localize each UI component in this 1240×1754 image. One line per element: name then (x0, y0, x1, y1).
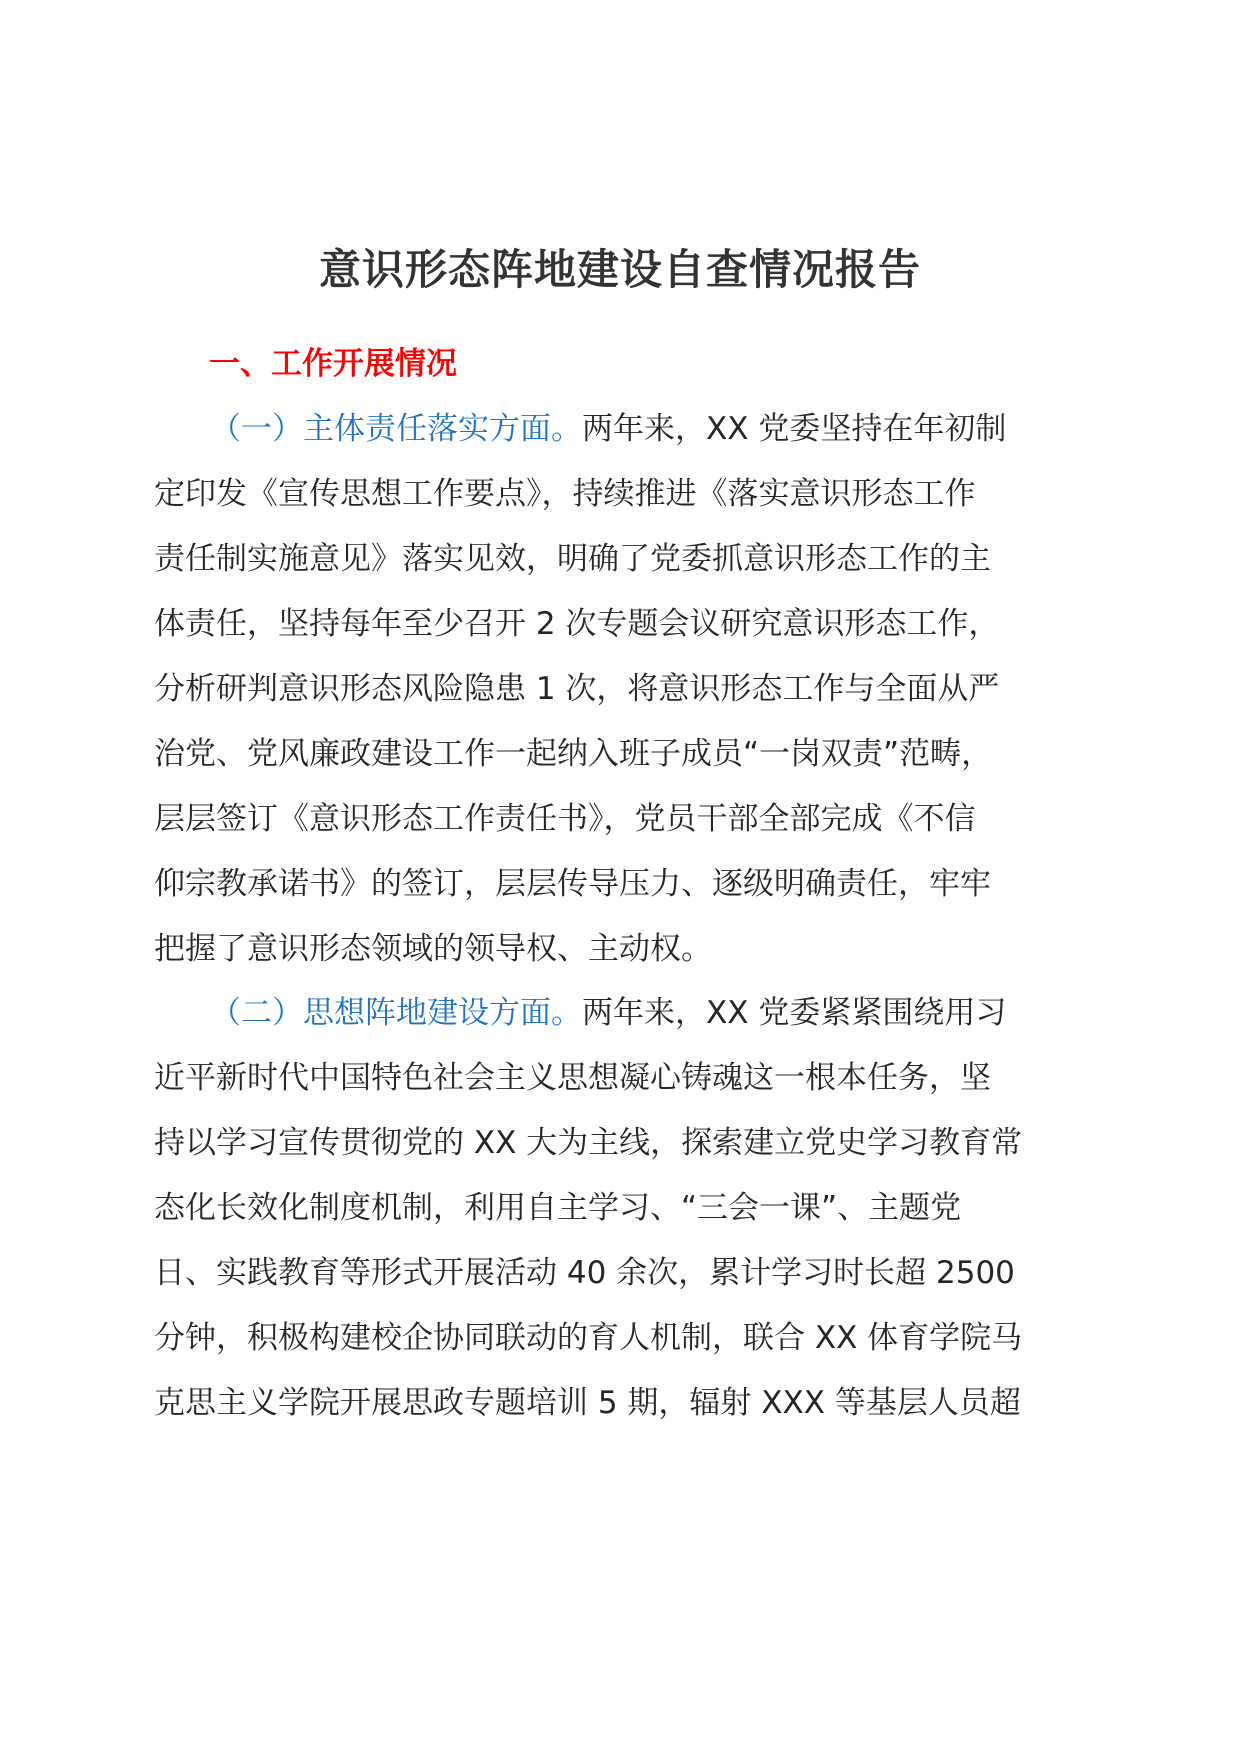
paragraph-line: 定印发《宣传思想工作要点》，持续推进《落实意识形态工作 (154, 476, 976, 512)
paragraph-subheading: （二）思想阵地建设方面。 (210, 995, 582, 1031)
paragraph-line: 分钟，积极构建校企协同联动的育人机制，联合 XX 体育学院马 (154, 1320, 1023, 1356)
paragraph-line: 分析研判意识形态风险隐患 1 次，将意识形态工作与全面从严 (154, 671, 1000, 707)
paragraph-subheading: （一）主体责任落实方面。 (210, 411, 582, 447)
paragraph-text: 两年来，XX 党委坚持在年初制 (582, 411, 1007, 447)
paragraph-line: 日、实践教育等形式开展活动 40 余次，累计学习时长超 2500 (154, 1255, 1015, 1291)
paragraph-line: 把握了意识形态领域的领导权、主动权。 (154, 931, 712, 967)
paragraph-main-responsibility (154, 397, 1094, 982)
paragraph-line: 层层签订《意识形态工作责任书》，党员干部全部完成《不信 (154, 801, 976, 837)
paragraph-line (154, 981, 1094, 1046)
paragraph-line: 责任制实施意见》落实见效，明确了党委抓意识形态工作的主 (154, 541, 991, 577)
section-heading: 一、工作开展情况 (209, 346, 457, 382)
document-title: 意识形态阵地建设自查情况报告 (318, 245, 921, 294)
paragraph-line: 仰宗教承诺书》的签订，层层传导压力、逐级明确责任，牢牢 (154, 866, 991, 902)
paragraph-text: 两年来，XX 党委紧紧围绕用习 (582, 995, 1007, 1031)
paragraph-line: 持以学习宣传贯彻党的 XX 大为主线，探索建立党史学习教育常 (154, 1125, 1023, 1161)
paragraph-line: 态化长效化制度机制，利用自主学习、“三会一课”、主题党 (154, 1190, 962, 1226)
paragraph-line: 治党、党风廉政建设工作一起纳入班子成员“一岗双责”范畴， (154, 736, 993, 772)
paragraph-line: 近平新时代中国特色社会主义思想凝心铸魂这一根本任务，坚 (154, 1060, 991, 1096)
paragraph-ideological-front (154, 981, 1094, 1436)
paragraph-line: 体责任，坚持每年至少召开 2 次专题会议研究意识形态工作， (154, 606, 1000, 642)
paragraph-line (154, 397, 1094, 462)
paragraph-line: 克思主义学院开展思政专题培训 5 期，辐射 XXX 等基层人员超 (154, 1385, 1021, 1421)
